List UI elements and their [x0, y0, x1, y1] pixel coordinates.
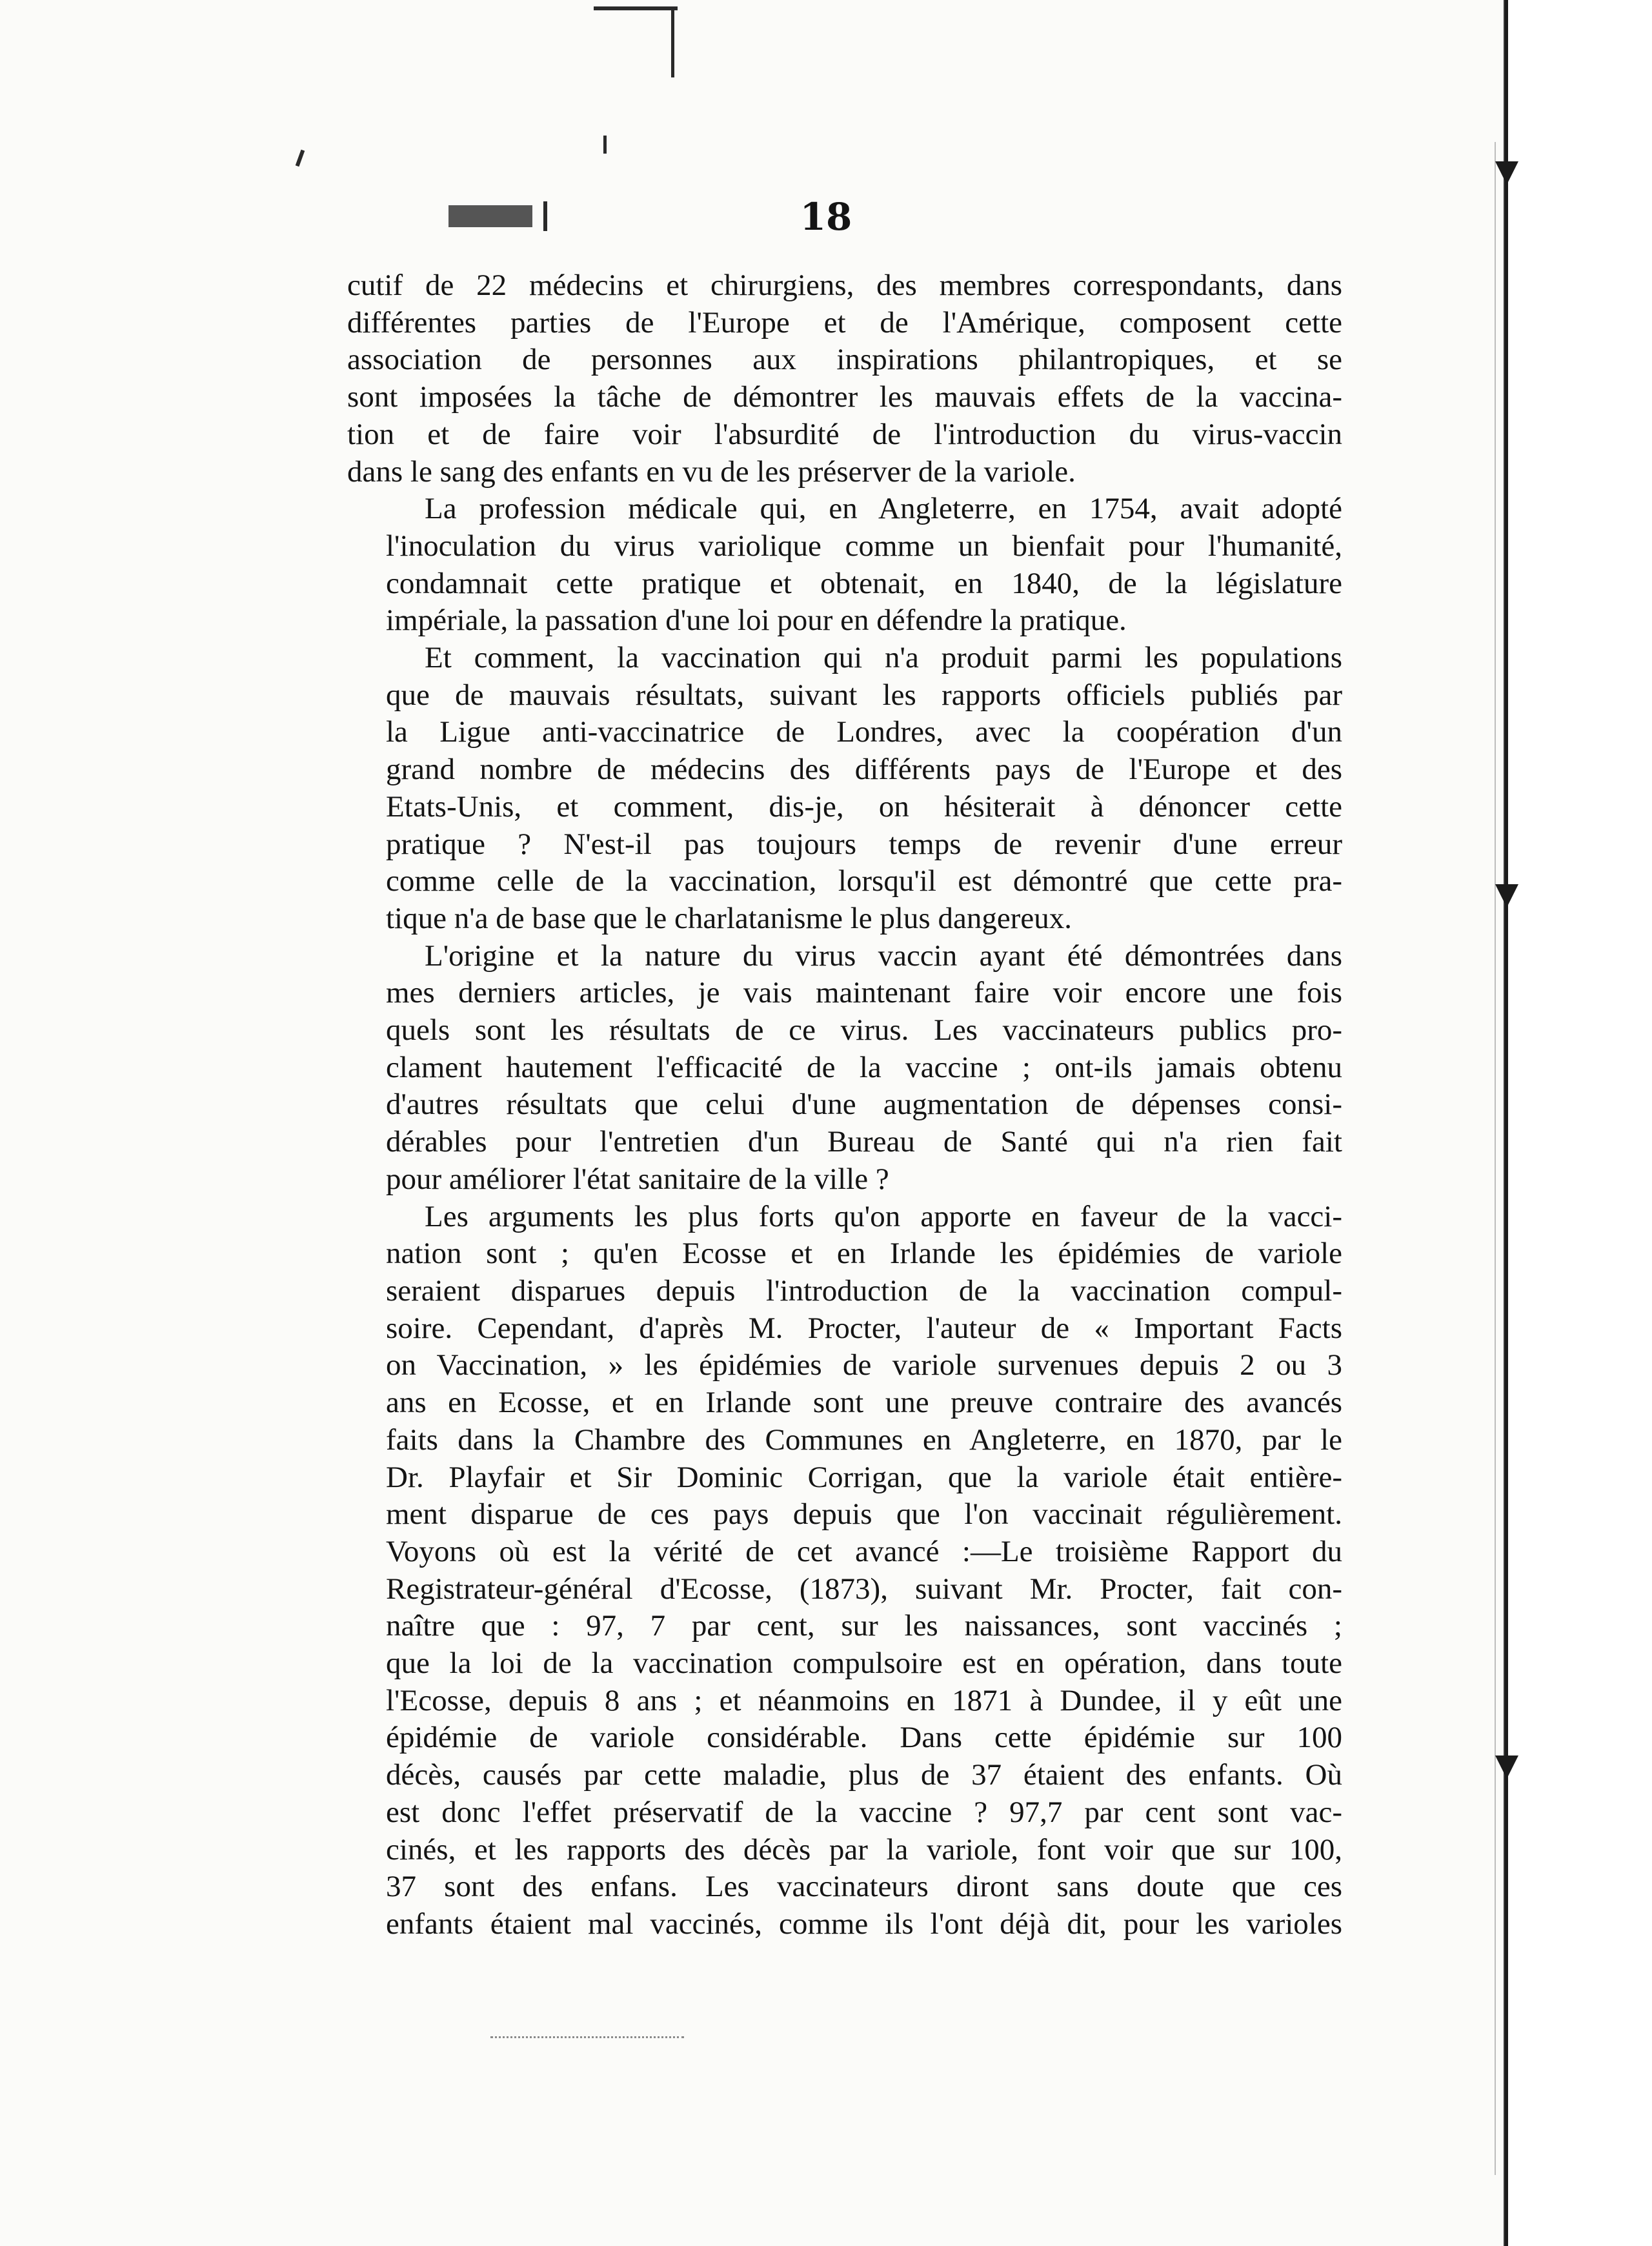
binding-mark	[1495, 884, 1518, 907]
binding-mark	[1495, 161, 1518, 185]
text-line: naître que : 97, 7 par cent, sur les naissances, sont vaccinés ;	[386, 1609, 1342, 1643]
text-line: Etats-Unis, et comment, dis-je, on hésiterait à dénoncer cette	[386, 789, 1342, 824]
paragraph	[347, 1199, 1342, 1943]
paragraph	[347, 491, 1342, 640]
text-line: que de mauvais résultats, suivant les rapports officiels publiés par	[386, 678, 1342, 712]
text-line: pratique ? N'est-il pas toujours temps de revenir d'une erreur	[386, 827, 1342, 861]
text-line: Voyons où est la vérité de cet avancé :—Le troisième Rapport du	[386, 1534, 1342, 1568]
page-edge-shadow	[1495, 142, 1496, 2175]
text-line: L'origine et la nature du virus vaccin ayant été démontrées dans	[425, 938, 1342, 973]
text-line: sont imposées la tâche de démontrer les mauvais effets de la vaccina-	[347, 380, 1342, 414]
text-line: enfants étaient mal vaccinés, comme ils l'ont déjà dit, pour les varioles	[386, 1907, 1342, 1941]
text-line: mes derniers articles, je vais maintenant faire voir encore une fois	[386, 976, 1342, 1010]
text-line: nation sont ; qu'en Ecosse et en Irlande les épidémies de variole	[386, 1237, 1342, 1271]
text-line: dans le sang des enfants en vu de les préserver de la variole.	[347, 454, 1076, 489]
text-line: condamnait cette pratique et obtenait, en 1840, de la législature	[386, 566, 1342, 600]
text-line: pour améliorer l'état sanitaire de la ville ?	[386, 1162, 889, 1196]
text-line: La profession médicale qui, en Angleterre, en 1754, avait adopté	[425, 492, 1342, 526]
text-line: comme celle de la vaccination, lorsqu'il est démontré que cette pra-	[386, 864, 1342, 898]
text-line: que la loi de la vaccination compulsoire est en opération, dans toute	[386, 1646, 1342, 1681]
text-line: clament hautement l'efficacité de la vaccine ; ont-ils jamais obtenu	[386, 1050, 1342, 1084]
text-line: dérables pour l'entretien d'un Bureau de Santé qui n'a rien fait	[386, 1125, 1342, 1159]
text-line: ment disparue de ces pays depuis que l'on vaccinait régulièrement.	[386, 1497, 1342, 1532]
page-number: 18	[800, 195, 852, 239]
text-line: décès, causés par cette maladie, plus de 37 étaient des enfants. Où	[386, 1758, 1342, 1792]
scan-artifact	[594, 6, 678, 10]
text-line: d'autres résultats que celui d'une augmentation de dépenses consi-	[386, 1088, 1342, 1122]
binding-mark	[1495, 1755, 1518, 1779]
text-line: tion et de faire voir l'absurdité de l'introduction du virus-vaccin	[347, 417, 1342, 451]
text-line: différentes parties de l'Europe et de l'Amérique, composent cette	[347, 305, 1342, 339]
body-text	[347, 267, 1342, 1943]
text-line: la Ligue anti-vaccinatrice de Londres, avec la coopération d'un	[386, 715, 1342, 749]
text-line: l'Ecosse, depuis 8 ans ; et néanmoins en 1871 à Dundee, il y eût une	[386, 1683, 1342, 1717]
paragraph	[347, 267, 1342, 491]
text-line: association de personnes aux inspirations philantropiques, et se	[347, 343, 1342, 377]
scan-artifact	[490, 2036, 684, 2043]
text-line: l'inoculation du virus variolique comme un bienfait pour l'humanité,	[386, 529, 1342, 563]
scan-artifact	[671, 6, 674, 77]
text-line: tique n'a de base que le charlatanisme le plus dangereux.	[386, 901, 1072, 935]
stamp-blot	[448, 205, 532, 227]
scanner-margin	[1505, 0, 1652, 2246]
scan-artifact	[603, 136, 607, 154]
text-line: cinés, et les rapports des décès par la variole, font voir que sur 100,	[386, 1832, 1342, 1867]
text-line: ans en Ecosse, et en Irlande sont une preuve contraire des avancés	[386, 1386, 1342, 1420]
text-line: faits dans la Chambre des Communes en Angleterre, en 1870, par le	[386, 1422, 1342, 1457]
text-line: impériale, la passation d'une loi pour en défendre la pratique.	[386, 603, 1127, 638]
text-line: Les arguments les plus forts qu'on apporte en faveur de la vacci-	[425, 1199, 1342, 1233]
text-line: grand nombre de médecins des différents pays de l'Europe et des	[386, 753, 1342, 787]
text-line: Dr. Playfair et Sir Dominic Corrigan, que la variole était entière-	[386, 1460, 1342, 1494]
scan-artifact	[296, 150, 305, 167]
text-line: seraient disparues depuis l'introduction de la vaccination compul-	[386, 1273, 1342, 1308]
text-line: quels sont les résultats de ce virus. Les vaccinateurs publics pro-	[386, 1013, 1342, 1047]
text-line: cutif de 22 médecins et chirurgiens, des membres correspondants, dans	[347, 268, 1342, 302]
paragraph	[347, 938, 1342, 1199]
text-line: Et comment, la vaccination qui n'a produit parmi les populations	[425, 641, 1342, 675]
text-line: épidémie de variole considérable. Dans cette épidémie sur 100	[386, 1721, 1342, 1755]
text-line: est donc l'effet préservatif de la vaccine ? 97,7 par cent sont vac-	[386, 1795, 1342, 1829]
text-line: on Vaccination, » les épidémies de variole survenues depuis 2 ou 3	[386, 1348, 1342, 1382]
text-line: Registrateur-général d'Ecosse, (1873), suivant Mr. Procter, fait con-	[386, 1572, 1342, 1606]
text-line: 37 sont des enfans. Les vaccinateurs diront sans doute que ces	[386, 1870, 1342, 1904]
scan-artifact	[543, 201, 547, 231]
paragraph	[347, 640, 1342, 938]
text-line: soire. Cependant, d'après M. Procter, l'auteur de « Important Facts	[386, 1311, 1342, 1345]
